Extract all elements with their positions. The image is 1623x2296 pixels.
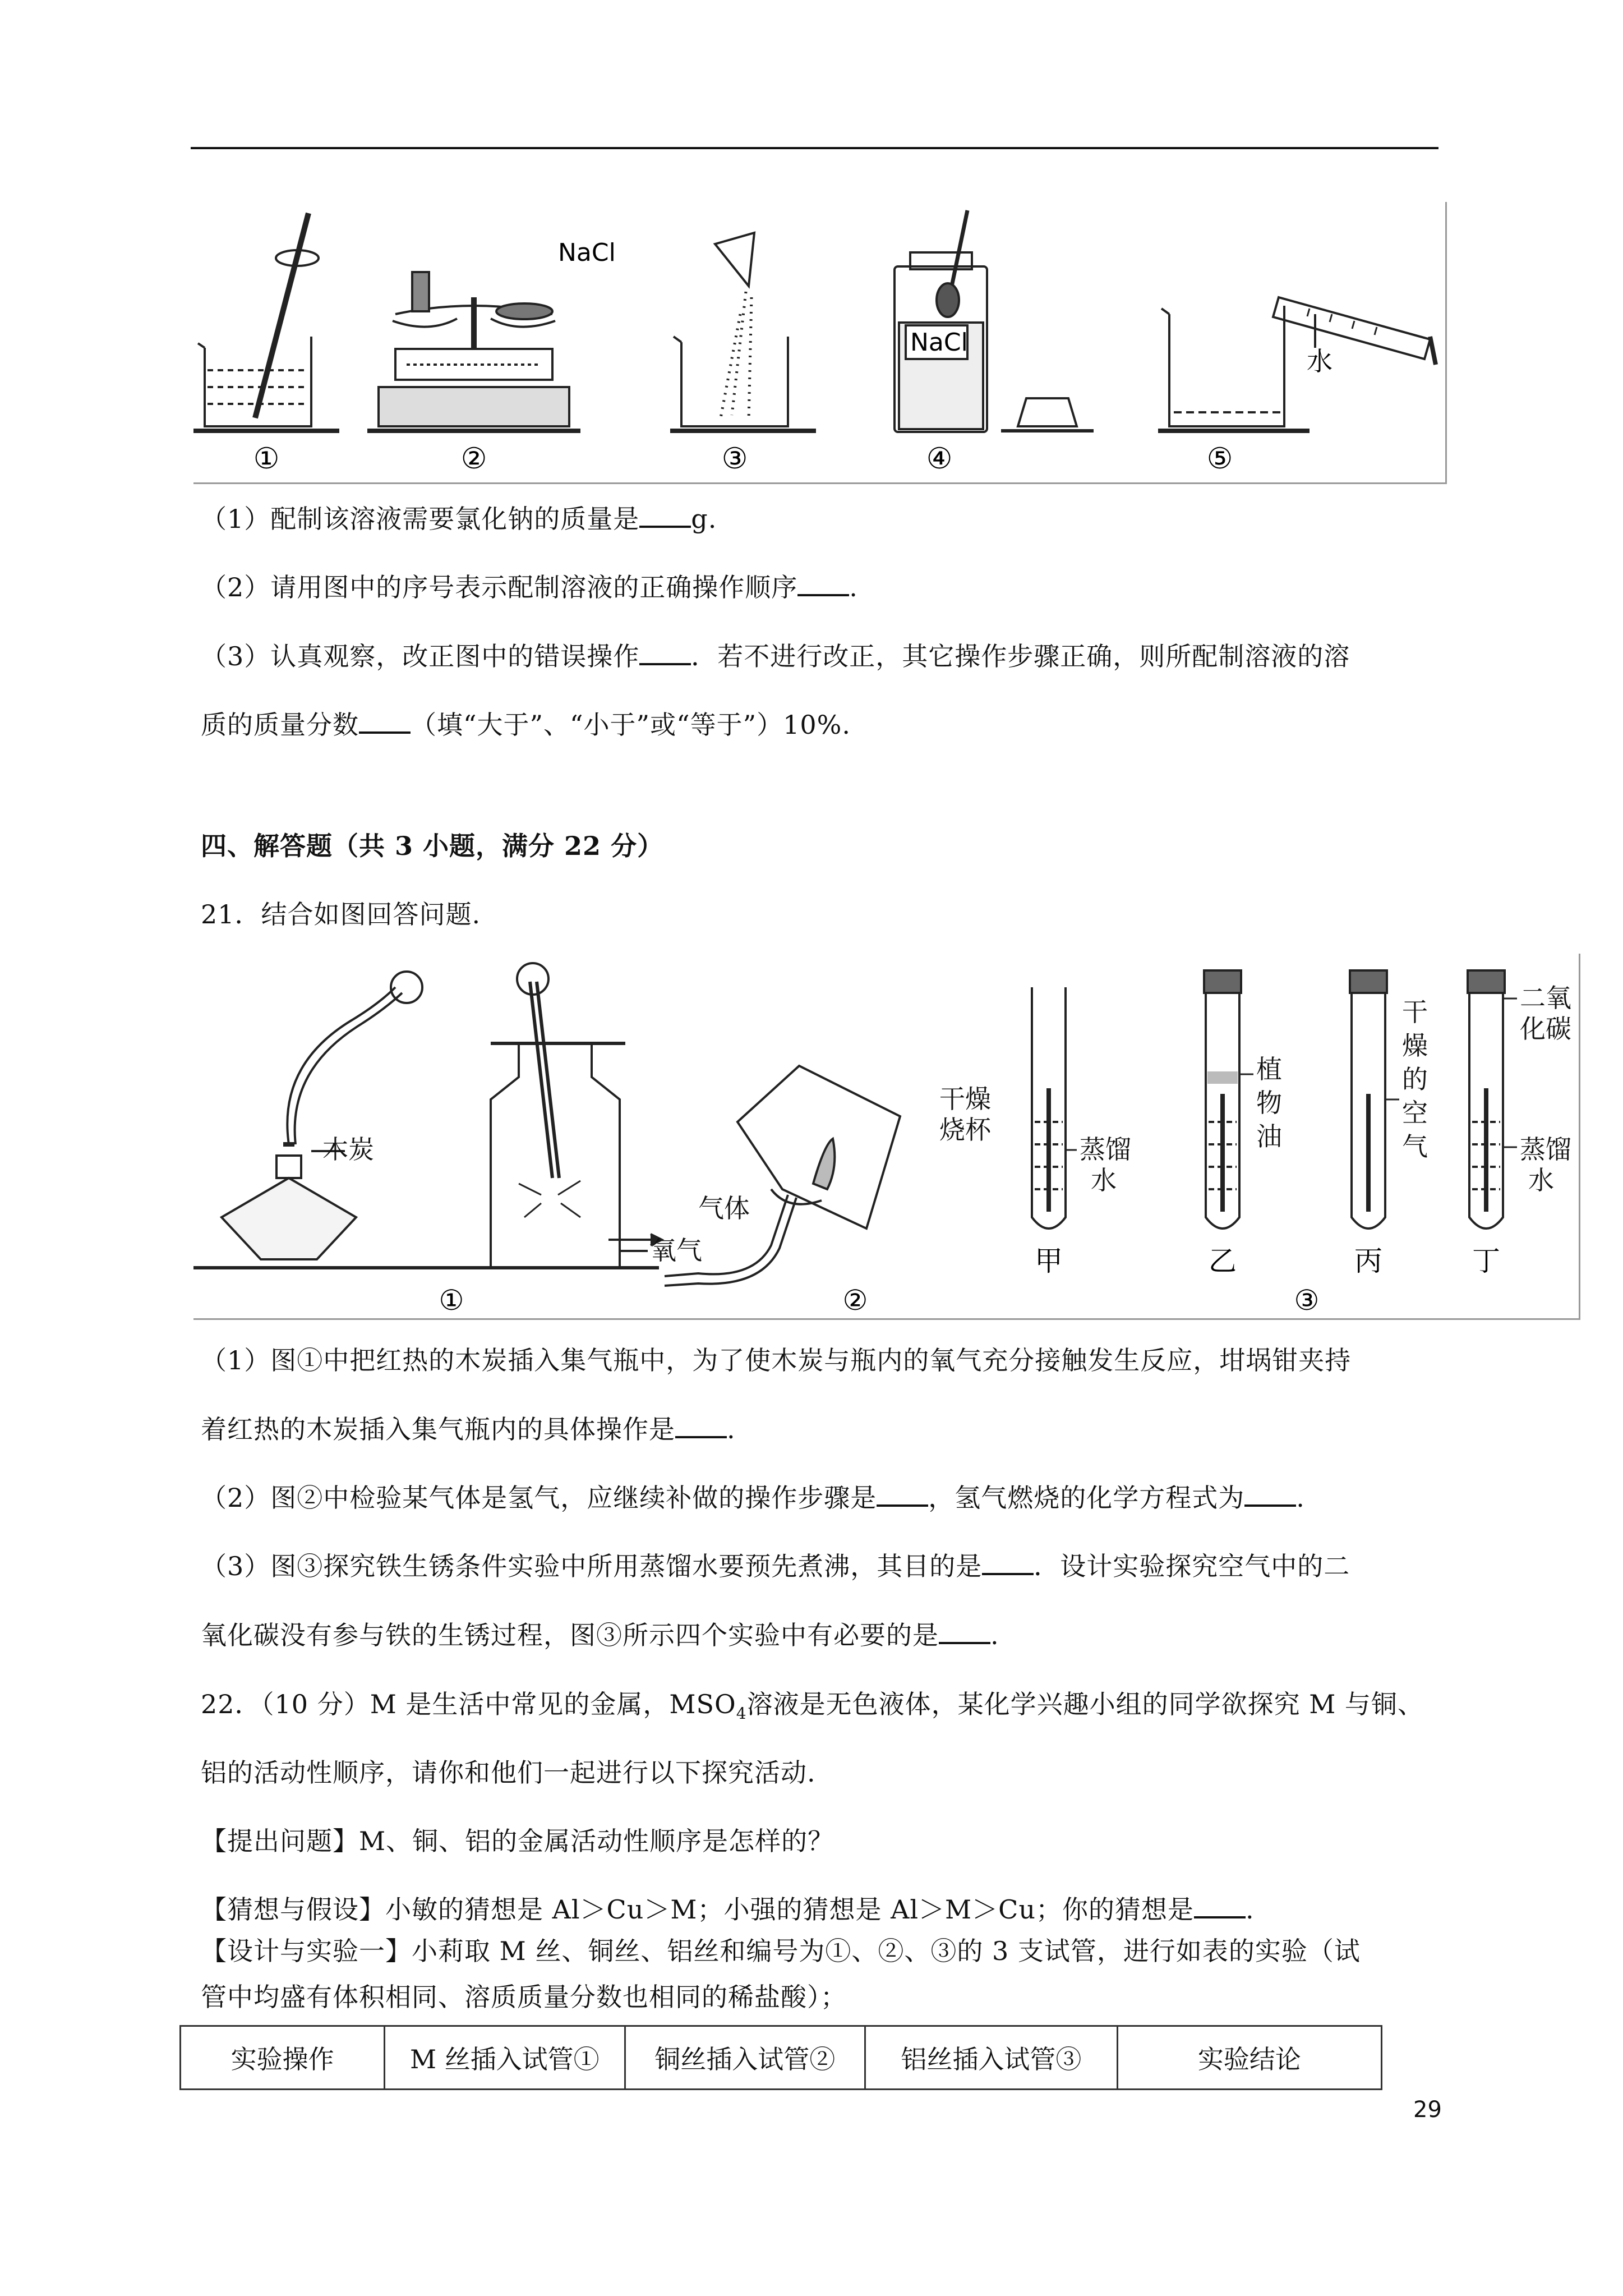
figure1-num-3: ③ (721, 442, 748, 476)
distilled-water-label-a2: 水 (1091, 1165, 1117, 1195)
balance-scale-icon (367, 272, 580, 431)
figure1-num-2: ② (460, 442, 487, 476)
answer-blank[interactable] (675, 1415, 727, 1438)
answer-blank[interactable] (639, 642, 691, 665)
q20-part3a: （3）认真观察，改正图中的错误操作 ．若不进行改正，其它操作步骤正确，则所配制溶液的溶 (201, 641, 1350, 671)
answer-blank[interactable] (1244, 1483, 1296, 1507)
answer-blank[interactable] (982, 1552, 1034, 1575)
figure1-num-1: ① (253, 442, 280, 476)
answer-blank[interactable] (359, 710, 411, 734)
oil-label-3: 油 (1256, 1121, 1282, 1152)
tube-label-ding: 丁 (1472, 1245, 1500, 1277)
oil-label-1: 植 (1256, 1054, 1282, 1084)
q22-line2: 铝的活动性顺序，请你和他们一起进行以下探究活动. (201, 1757, 816, 1788)
test-tube-d (1468, 970, 1505, 1228)
q22-line6: 管中均盛有体积相同、溶质质量分数也相同的稀盐酸）； (201, 1982, 847, 2012)
q20-part3b: 质的质量分数 （填“大于”、“小于”或“等于”）10%. (201, 710, 851, 740)
figure2-num-2: ② (842, 1284, 868, 1317)
answer-blank[interactable] (939, 1621, 990, 1644)
distilled-water-label-a1: 蒸馏 (1080, 1134, 1131, 1165)
q21-part1a: （1）图①中把红热的木炭插入集气瓶中，为了使木炭与瓶内的氧气充分接触发生反应，坩埚钳夹持 (201, 1345, 1352, 1375)
q20-part1: （1）配制该溶液需要氯化钠的质量是 g. (201, 504, 717, 534)
tube-label-bing: 丙 (1354, 1245, 1382, 1277)
jar-nacl-label: NaCl (910, 328, 968, 357)
experiment-table (179, 2025, 1382, 2090)
q21-intro: 21．结合如图回答问题. (201, 899, 481, 930)
distilled-water-label-b2: 水 (1528, 1165, 1554, 1195)
air-label-5: 气 (1402, 1131, 1428, 1162)
table-header-cell: 实验结论 (1117, 2026, 1381, 2090)
beaker-pouring-solid-icon (670, 233, 816, 431)
q20-part2: （2）请用图中的序号表示配制溶液的正确操作顺序 . (201, 572, 858, 602)
figure2-num-1: ① (439, 1284, 464, 1317)
figure-solution-preparation (193, 202, 1447, 484)
q22-line1: 22．（10 分）M 是生活中常见的金属，$MSO_4$溶液是无色液体，某化学兴趣小组的同学欲探究 M 与铜、 (201, 1689, 1424, 1723)
q21-part1b: 着红热的木炭插入集气瓶内的具体操作是 . (201, 1414, 736, 1444)
header-rule (191, 147, 1438, 149)
tube-label-jia: 甲 (1035, 1245, 1063, 1277)
alcohol-lamp-icon (222, 972, 422, 1259)
beaker-measuring-cylinder-icon (1158, 297, 1436, 431)
figure2-num-3: ③ (1294, 1284, 1320, 1317)
answer-blank[interactable] (1194, 1895, 1246, 1918)
table-header-cell: 铜丝插入试管② (625, 2026, 865, 2090)
distilled-water-label-b1: 蒸馏 (1520, 1134, 1571, 1165)
gas-bottle-icon (491, 963, 648, 1268)
air-label-4: 空 (1402, 1098, 1428, 1128)
figure1-num-4: ④ (926, 442, 953, 476)
water-label: 水 (1307, 346, 1332, 376)
table-row (181, 2026, 1382, 2090)
q22-line5: 【设计与实验一】小莉取 M 丝、铜丝、铝丝和编号为①、②、③的 3 支试管，进行如表的实验（试 (201, 1936, 1361, 1966)
beaker-stirring-icon (193, 213, 339, 431)
test-tube-b (1204, 970, 1241, 1228)
tube-label-yi: 乙 (1209, 1245, 1237, 1277)
figure1-num-5: ⑤ (1206, 442, 1233, 476)
section4-heading: 四、解答题（共 3 小题，满分 22 分） (201, 831, 664, 861)
test-tube-a (1032, 987, 1066, 1228)
table-header-cell: 实验操作 (181, 2026, 385, 2090)
q21-part3b: 氧化碳没有参与铁的生锈过程，图③所示四个实验中有必要的是 . (201, 1620, 999, 1650)
reagent-jar-icon (895, 210, 1094, 432)
air-label-2: 燥 (1402, 1030, 1428, 1061)
table-header-cell: 铝丝插入试管③ (865, 2026, 1117, 2090)
oxygen-label: 氧气 (651, 1235, 702, 1266)
co2-label-1: 二氧 (1520, 983, 1571, 1013)
figure-experiments (193, 954, 1580, 1320)
table-header-cell: M 丝插入试管① (385, 2026, 625, 2090)
gas-label: 气体 (698, 1193, 750, 1223)
nacl-label: NaCl (558, 238, 616, 267)
answer-blank[interactable] (639, 504, 691, 528)
co2-label-2: 化碳 (1520, 1014, 1571, 1044)
air-label-1: 干 (1402, 997, 1428, 1027)
air-label-3: 的 (1402, 1064, 1428, 1094)
q22-line4: 【猜想与假设】小敏的猜想是 Al＞Cu＞M；小强的猜想是 Al＞M＞Cu；你的猜想是 . (201, 1894, 1255, 1925)
answer-blank[interactable] (797, 573, 849, 596)
charcoal-label: 木炭 (322, 1134, 374, 1165)
q21-part2: （2）图②中检验某气体是氢气，应继续补做的操作步骤是 ，氢气燃烧的化学方程式为 . (201, 1483, 1305, 1513)
answer-blank[interactable] (877, 1483, 928, 1507)
oil-label-2: 物 (1256, 1088, 1282, 1118)
dry-beaker-label-1: 干燥 (939, 1084, 991, 1114)
test-tube-c (1350, 970, 1387, 1228)
q21-part3a: （3）图③探究铁生锈条件实验中所用蒸馏水要预先煮沸，其目的是 ．设计实验探究空气中的二 (201, 1551, 1350, 1581)
dry-beaker-label-2: 烧杯 (939, 1115, 991, 1145)
q22-line3: 【提出问题】M、铜、铝的金属活动性顺序是怎样的？ (201, 1826, 834, 1856)
page-number: 29 (1413, 2097, 1442, 2123)
